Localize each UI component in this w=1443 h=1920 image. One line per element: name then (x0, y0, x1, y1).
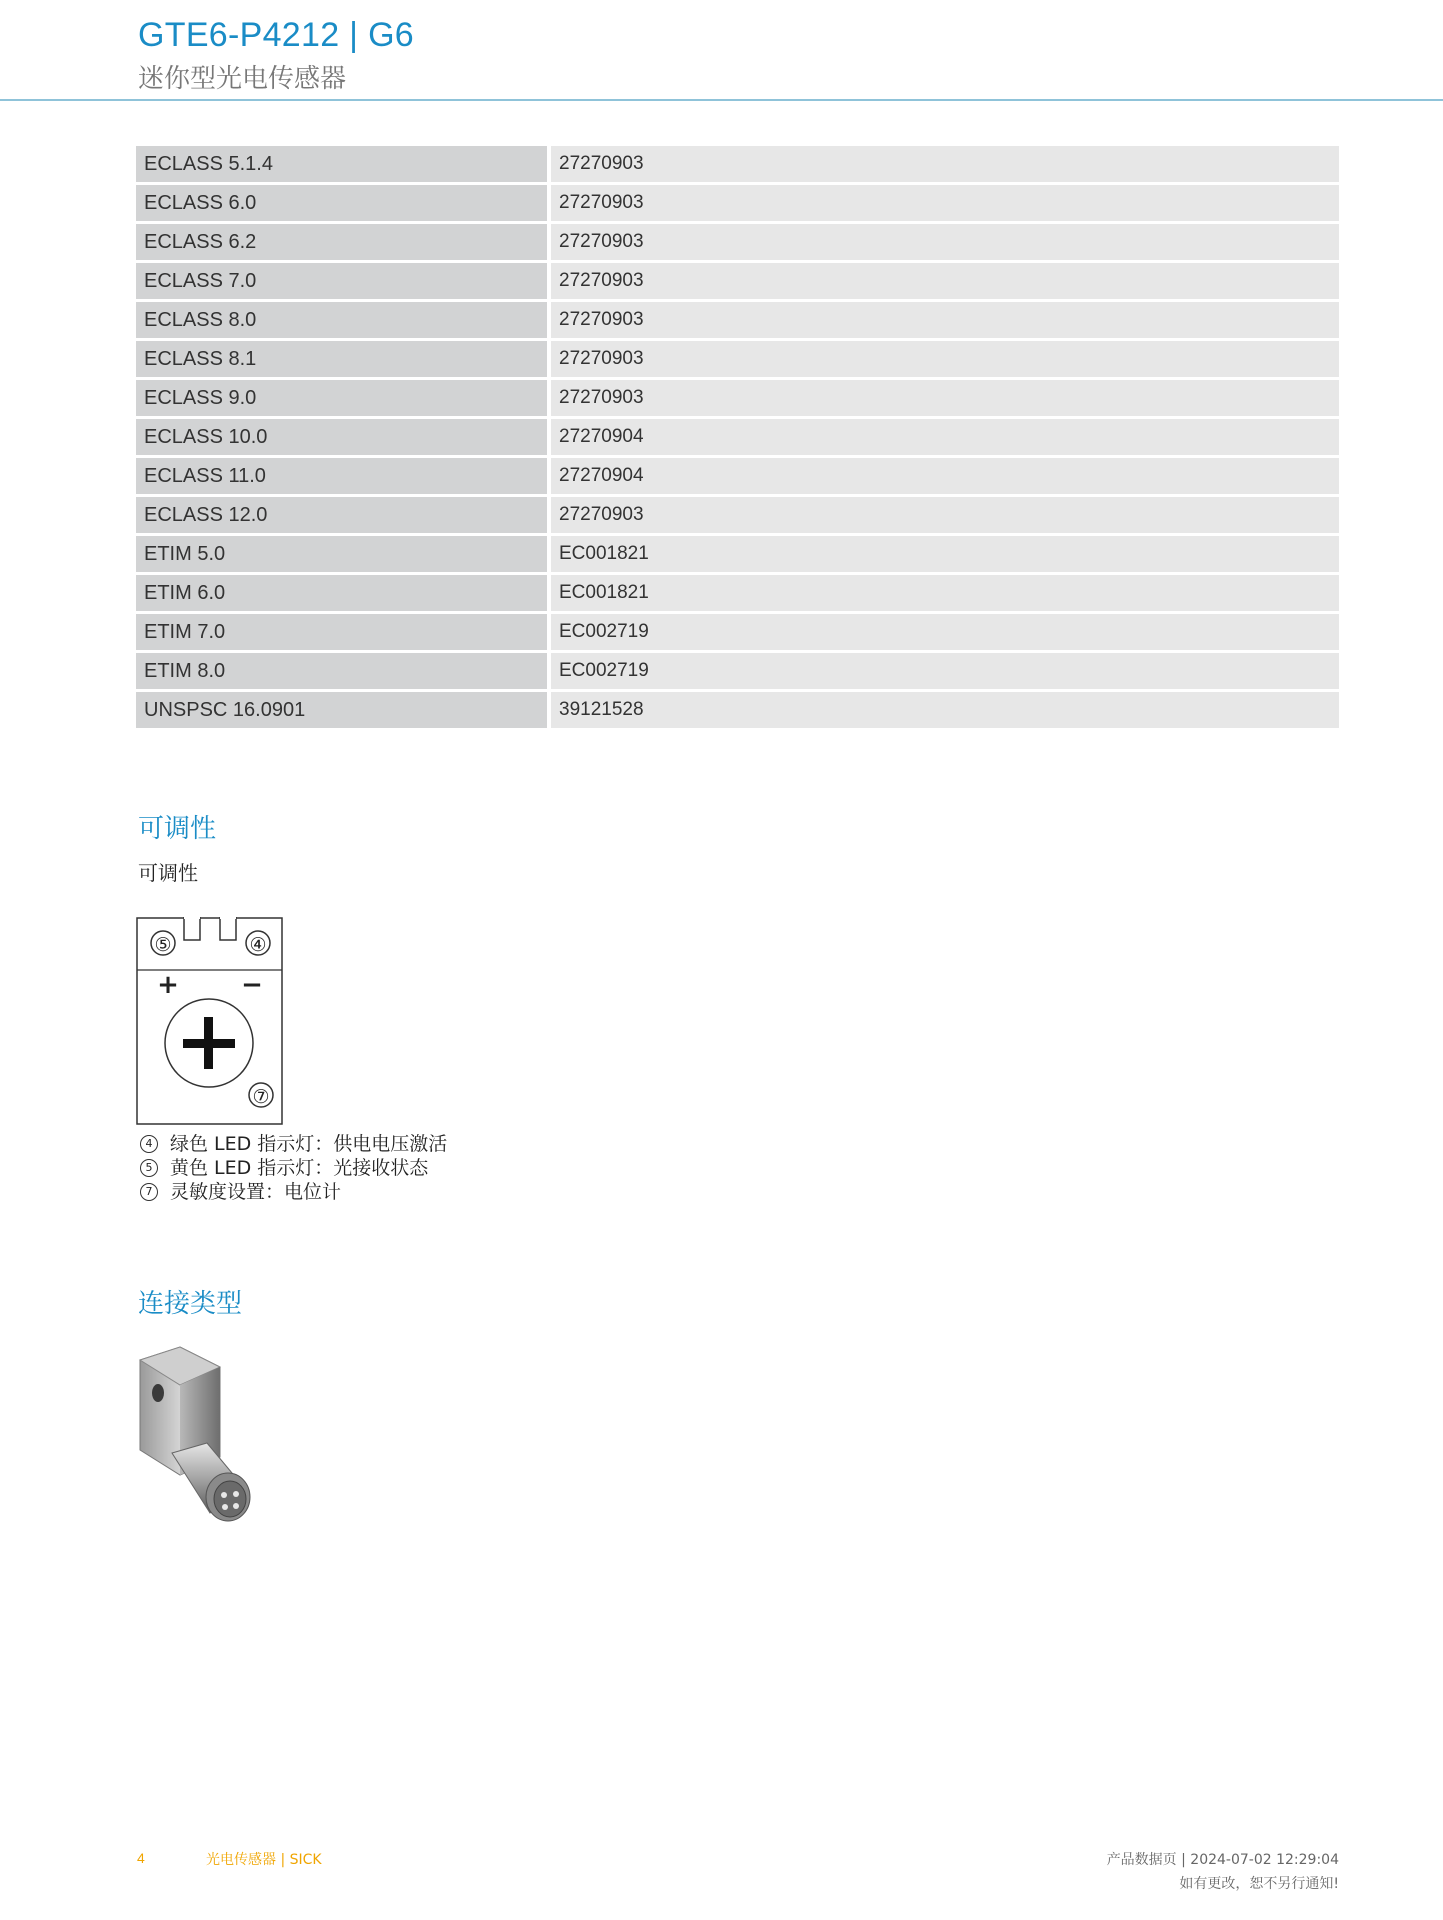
sensor-front-drawing (136, 910, 286, 1130)
section-heading-connection-type: 连接类型 (138, 1289, 243, 1319)
classification-value: EC001821 (551, 536, 1339, 572)
connector-image (132, 1345, 262, 1529)
footer-meta (1107, 1848, 1339, 1896)
classification-value: 27270903 (551, 146, 1339, 182)
table-row (136, 536, 1339, 572)
classification-key: UNSPSC 16.0901 (136, 692, 551, 728)
classification-key: ECLASS 12.0 (136, 497, 551, 533)
table-row (136, 419, 1339, 455)
table-row (136, 614, 1339, 650)
footer-datasheet-line: 产品数据页 | 2024-07-02 12:29:04 (1106, 1852, 1339, 1868)
legend-number: 5 (140, 1159, 158, 1177)
table-row (136, 302, 1339, 338)
legend-item (138, 1180, 447, 1204)
classification-value: EC002719 (551, 653, 1339, 689)
classification-key: ECLASS 10.0 (136, 419, 551, 455)
classification-value: 39121528 (551, 692, 1339, 728)
page-title: GTE6-P4212 | G6 (138, 16, 415, 54)
classification-value: 27270903 (551, 185, 1339, 221)
adjustability-subheading: 可调性 (138, 861, 198, 885)
table-row (136, 692, 1339, 728)
table-row (136, 458, 1339, 494)
table-row (136, 497, 1339, 533)
classification-key: ECLASS 7.0 (136, 263, 551, 299)
m8-connector-illustration (132, 1345, 262, 1525)
classification-key: ETIM 8.0 (136, 653, 551, 689)
classification-value: EC001821 (551, 575, 1339, 611)
classification-value: 27270903 (551, 224, 1339, 260)
classification-key: ECLASS 5.1.4 (136, 146, 551, 182)
classification-value: EC002719 (551, 614, 1339, 650)
header-divider (0, 99, 1443, 101)
adjustability-diagram (136, 910, 286, 1134)
diagram-label-4: ④ (249, 934, 267, 956)
diagram-label-5: ⑤ (154, 934, 172, 956)
classification-key: ETIM 5.0 (136, 536, 551, 572)
classification-table (136, 143, 1339, 731)
table-row (136, 341, 1339, 377)
legend-number: 4 (140, 1135, 158, 1153)
classification-value: 27270903 (551, 341, 1339, 377)
classification-key: ECLASS 8.1 (136, 341, 551, 377)
classification-value: 27270903 (551, 497, 1339, 533)
classification-key: ECLASS 8.0 (136, 302, 551, 338)
classification-value: 27270903 (551, 380, 1339, 416)
legend-number: 7 (140, 1183, 158, 1201)
footer-notice: 如有更改，恕不另行通知! (1179, 1876, 1339, 1892)
diagram-label-7: ⑦ (252, 1086, 270, 1108)
classification-value: 27270903 (551, 263, 1339, 299)
classification-value: 27270903 (551, 302, 1339, 338)
legend-item (138, 1156, 447, 1180)
classification-table-body (136, 146, 1339, 728)
classification-key: ETIM 6.0 (136, 575, 551, 611)
classification-key: ECLASS 6.2 (136, 224, 551, 260)
section-heading-adjustability: 可调性 (138, 814, 217, 844)
classification-value: 27270904 (551, 419, 1339, 455)
table-row (136, 224, 1339, 260)
legend-text: 绿色 LED 指示灯：供电电压激活 (170, 1133, 448, 1155)
table-row (136, 575, 1339, 611)
classification-key: ECLASS 6.0 (136, 185, 551, 221)
classification-key: ECLASS 11.0 (136, 458, 551, 494)
page-subtitle: 迷你型光电传感器 (138, 64, 347, 94)
footer-brand: 光电传感器 | SICK (206, 1852, 322, 1868)
diagram-minus-sign: − (241, 970, 263, 1000)
legend-text: 黄色 LED 指示灯：光接收状态 (170, 1157, 429, 1179)
table-row (136, 263, 1339, 299)
table-row (136, 380, 1339, 416)
adjustability-legend (138, 1132, 447, 1204)
footer-page-number: 4 (137, 1850, 145, 1866)
diagram-plus-sign: + (157, 970, 179, 1000)
classification-value: 27270904 (551, 458, 1339, 494)
table-row (136, 653, 1339, 689)
legend-item (138, 1132, 447, 1156)
classification-key: ECLASS 9.0 (136, 380, 551, 416)
table-row (136, 146, 1339, 182)
table-row (136, 185, 1339, 221)
legend-text: 灵敏度设置：电位计 (170, 1181, 342, 1203)
classification-key: ETIM 7.0 (136, 614, 551, 650)
